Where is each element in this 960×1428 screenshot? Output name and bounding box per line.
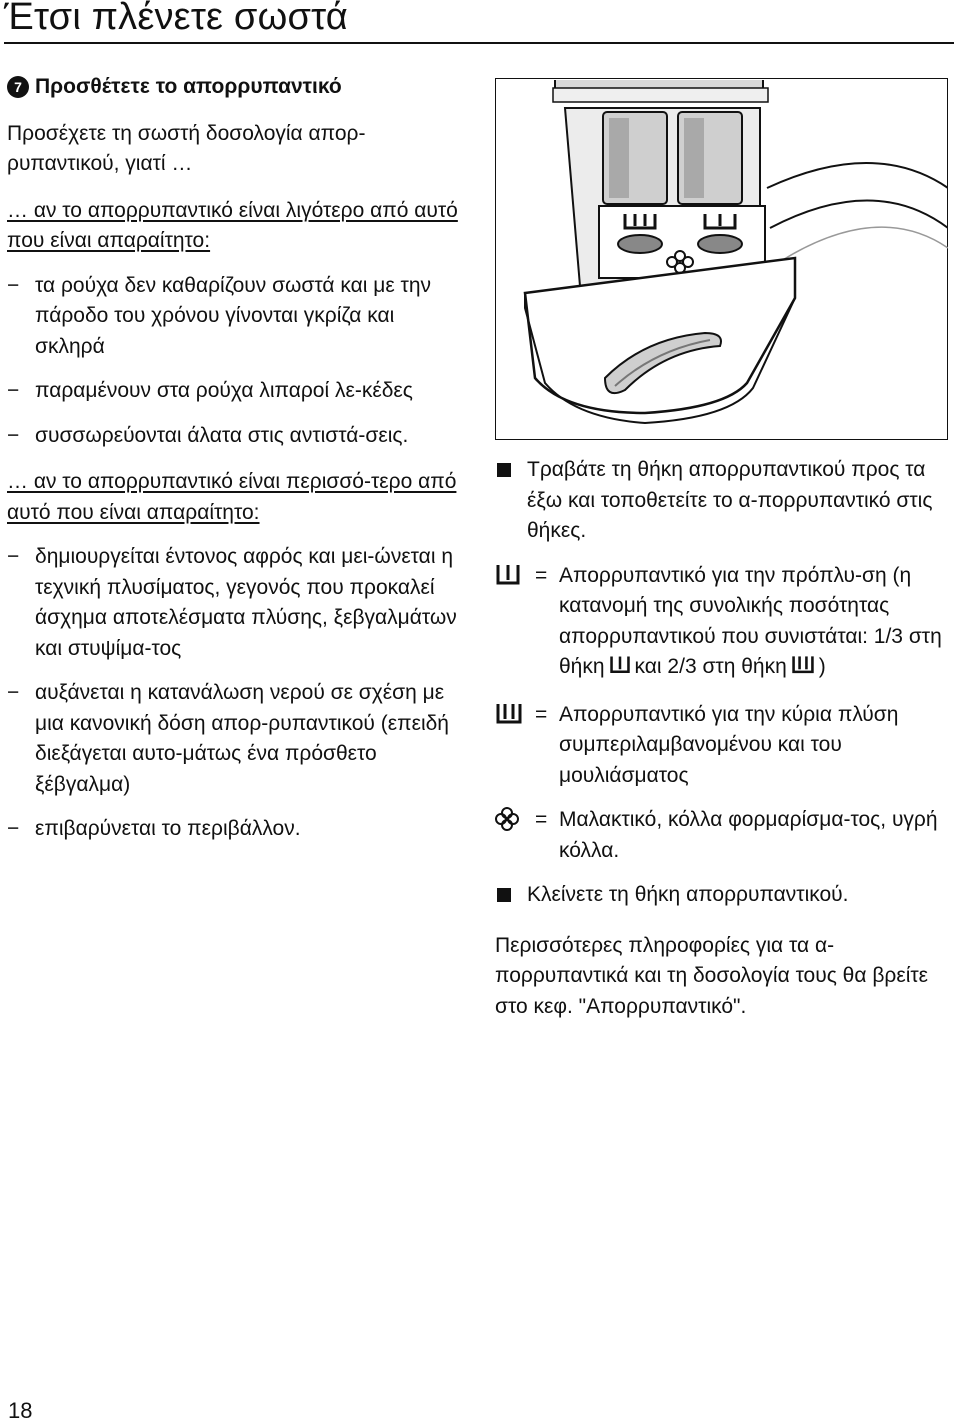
- dash-marker: −: [7, 379, 20, 402]
- equals-sign: =: [535, 808, 548, 831]
- instruction-close: [495, 880, 945, 911]
- prewash-text-c: ): [818, 655, 826, 678]
- legend-text: [559, 561, 945, 686]
- mainwash-symbol-icon: [495, 700, 535, 792]
- list-item-text: επιβαρύνεται το περιβάλλον.: [35, 817, 301, 840]
- step-number-badge: 7: [7, 76, 29, 98]
- square-bullet-icon: [497, 463, 511, 477]
- step-heading: [7, 72, 467, 103]
- dash-marker: −: [7, 545, 20, 568]
- dash-marker: −: [7, 681, 20, 704]
- prewash-symbol-icon: [495, 561, 535, 686]
- list-item: [7, 542, 467, 664]
- step-heading-text: Προσθέτετε το απορρυπαντικό: [35, 75, 342, 98]
- detergent-drawer-illustration: [495, 78, 948, 440]
- mainwash-inline-icon: [791, 654, 815, 686]
- dash-marker: −: [7, 423, 20, 447]
- too-little-heading: … αν το απορρυπαντικό είναι λιγότερο από αυτό που είναι απαραίτητο:: [7, 198, 458, 252]
- dash-marker: −: [7, 817, 20, 840]
- list-item: [7, 376, 467, 407]
- equals-sign: =: [535, 563, 548, 587]
- list-item-text: τα ρούχα δεν καθαρίζουν σωστά και με την πάροδο του χρόνου γίνονται γκρίζα και σκληρά: [35, 273, 432, 358]
- legend-softener: [495, 805, 945, 866]
- legend-text: Μαλακτικό, κόλλα φορμαρίσμα-τος, υγρή κόλλα.: [559, 808, 938, 862]
- legend-text: Απορρυπαντικό για την κύρια πλύση συμπεριλαμβανομένου και του μουλιάσματος: [559, 702, 899, 787]
- list-item: [7, 814, 467, 845]
- legend-mainwash: [495, 700, 945, 792]
- prewash-text-a: Απορρυπαντικό για την πρόπλυ-ση (η κατανομή της συνολικής ποσότητας απορρυπαντικού που συνιστάται: 1/3 στη θήκη: [559, 563, 942, 678]
- page-number: 18: [8, 1398, 33, 1423]
- intro-paragraph: Προσέχετε τη σωστή δοσολογία απορ-ρυπαντικού, γιατί …: [7, 121, 366, 175]
- instruction-pull-out: [495, 455, 945, 547]
- instruction-text: Τραβάτε τη θήκη απορρυπαντικού προς τα έξω και τοποθετείτε το α-πορρυπαντικό στις θήκες.: [527, 458, 933, 542]
- left-column: [7, 72, 467, 859]
- list-item: [7, 271, 467, 363]
- list-item-text: αυξάνεται η κατανάλωση νερού σε σχέση με μια κανονική δόση απορ-ρυπαντικού (επειδή διεξάγεται αυτο-μάτως ένα πρόσθετο ξέβγαλμα): [35, 681, 449, 796]
- page-title: Έτσι πλένετε σωστά: [4, 0, 348, 38]
- more-info-paragraph: Περισσότερες πληροφορίες για τα α-πορρυπαντικά και τη δοσολογία τους θα βρείτε στο κεφ. "Απορρυπαντικό".: [495, 933, 929, 1018]
- list-item: [7, 678, 467, 800]
- list-item-text: συσσωρεύονται άλατα στις αντιστά-σεις.: [35, 423, 409, 447]
- prewash-text-b: και 2/3 στη θήκη: [634, 655, 787, 678]
- dash-marker: −: [7, 273, 20, 297]
- legend-prewash: [495, 561, 945, 686]
- prewash-inline-icon: [609, 654, 631, 686]
- instruction-text: Κλείνετε τη θήκη απορρυπαντικού.: [527, 883, 849, 906]
- too-much-heading: … αν το απορρυπαντικό είναι περισσό-τερο από αυτό που είναι απαραίτητο:: [7, 470, 457, 524]
- list-item: [7, 421, 467, 452]
- softener-symbol-icon: [495, 805, 535, 866]
- list-item-text: δημιουργείται έντονος αφρός και μει-ώνεται η τεχνική πλυσίματος, γεγονός που προκαλεί άσχημα αποτελέσματα πλύσης, ξεβγαλμάτων και στυψίμα-τος: [35, 545, 457, 660]
- square-bullet-icon: [497, 888, 511, 902]
- right-column: [495, 455, 945, 1022]
- equals-sign: =: [535, 702, 548, 726]
- title-rule: [4, 42, 954, 44]
- list-item-text: παραμένουν στα ρούχα λιπαροί λε-κέδες: [35, 379, 413, 402]
